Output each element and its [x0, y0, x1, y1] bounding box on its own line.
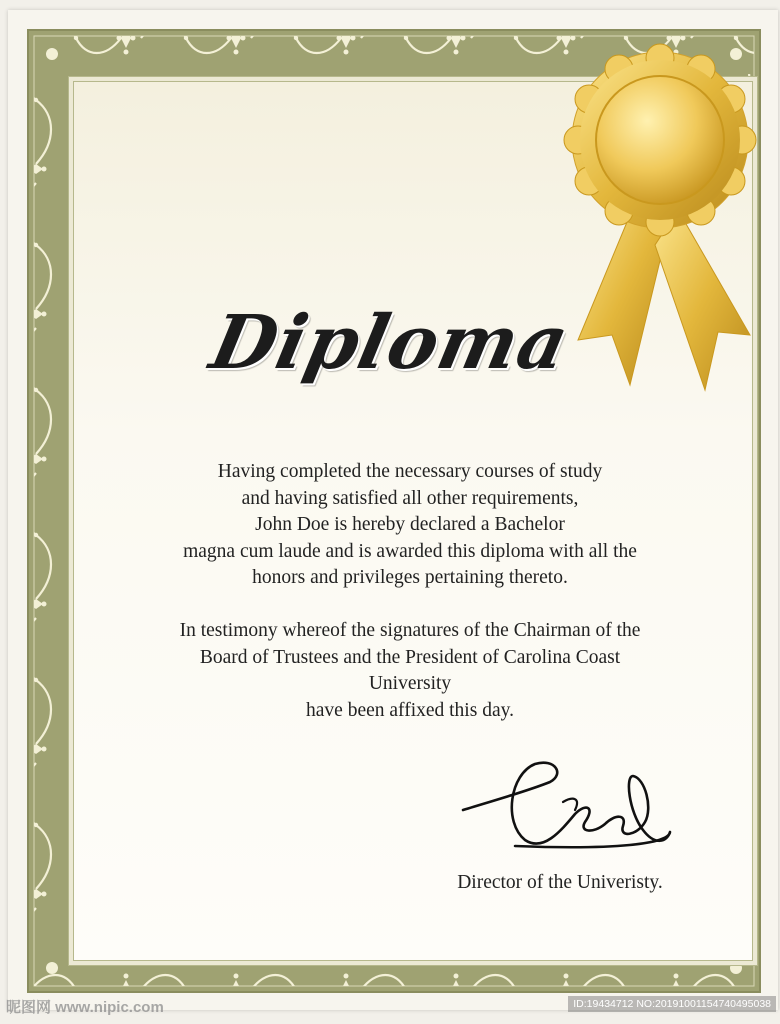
- body-paragraph-2: [100, 618, 720, 724]
- body-paragraph-1: [100, 459, 720, 592]
- body-line: and having satisfied all other requirements,: [241, 487, 579, 509]
- body-line: Board of Trustees and the President of Carolina Coast: [199, 646, 621, 668]
- handwritten-signature: [455, 752, 685, 862]
- site-watermark: 昵图网 www.nipic.com: [6, 999, 164, 1016]
- body-line: In testimony whereof the signatures of the Chairman of the: [179, 620, 641, 641]
- body-line: University: [368, 673, 452, 694]
- signature-caption: Director of the Univeristy.: [457, 872, 663, 893]
- body-line: John Doe is hereby declared a Bachelor: [255, 514, 565, 535]
- body-line: Having completed the necessary courses of study: [217, 461, 603, 482]
- certificate-title: Diploma: [203, 300, 577, 386]
- body-line: magna cum laude and is awarded this diploma with all the: [183, 540, 637, 562]
- body-line: have been affixed this day.: [306, 699, 514, 721]
- image-id-watermark: ID:19434712 NO:20191001154740495038: [568, 996, 776, 1012]
- body-line: honors and privileges pertaining thereto.: [252, 567, 568, 588]
